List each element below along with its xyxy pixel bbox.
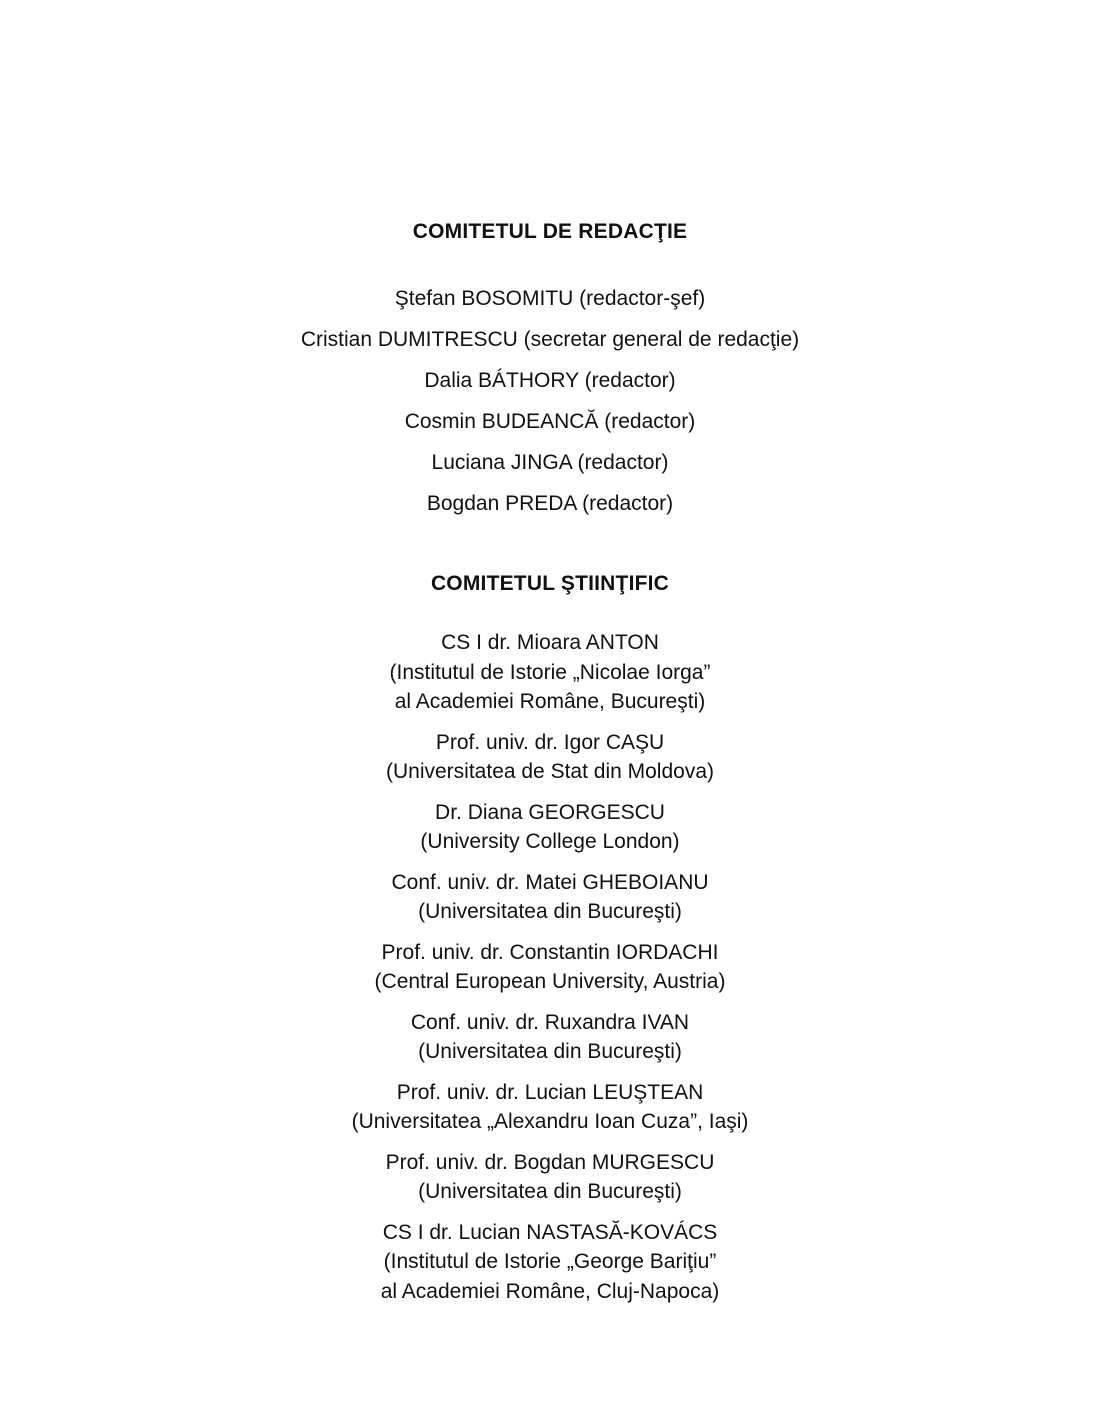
scientific-member <box>0 798 1100 857</box>
member-affiliation: (Universitatea din Bucureşti) <box>418 900 682 923</box>
member-name: CS I dr. Lucian NASTASĂ-KOVÁCS <box>382 1220 718 1244</box>
member-affiliation: (Universitatea din Bucureşti) <box>418 1180 682 1203</box>
editorial-member: Luciana JINGA (redactor) <box>431 451 669 474</box>
member-name: Prof. univ. dr. Lucian LEUŞTEAN <box>396 1080 704 1104</box>
member-affiliation: (University College London) <box>420 830 680 853</box>
member-name: CS I dr. Mioara ANTON <box>441 631 659 654</box>
member-name: Prof. univ. dr. Bogdan MURGESCU <box>385 1150 715 1174</box>
editorial-member: Cosmin BUDEANCĂ (redactor) <box>404 410 696 433</box>
member-affiliation: (Universitatea de Stat din Moldova) <box>386 760 714 783</box>
member-affiliation: (Central European University, Austria) <box>374 970 726 993</box>
scientific-committee-title: COMITETUL ŞTIINŢIFIC <box>430 572 670 595</box>
member-name: Prof. univ. dr. Igor CAŞU <box>435 730 665 754</box>
member-affiliation: al Academiei Române, Cluj-Napoca) <box>380 1279 720 1303</box>
scientific-member <box>0 728 1100 787</box>
member-affiliation: (Universitatea „Alexandru Ioan Cuza”, Iaşi) <box>351 1110 749 1133</box>
member-name: Dr. Diana GEORGESCU <box>435 800 665 824</box>
scientific-member <box>0 1078 1100 1137</box>
scientific-member <box>0 628 1100 717</box>
scientific-member <box>0 1008 1100 1067</box>
editorial-member: Bogdan PREDA (redactor) <box>426 492 674 515</box>
scientific-committee-list <box>0 628 1100 1317</box>
member-affiliation: (Institutul de Istorie „George Bariţiu” <box>383 1250 717 1273</box>
member-affiliation: al Academiei Române, Bucureşti) <box>394 690 706 713</box>
scientific-member <box>0 938 1100 997</box>
scientific-member <box>0 868 1100 927</box>
editorial-member: Cristian DUMITRESCU (secretar general de redacţie) <box>300 328 800 351</box>
member-affiliation: (Universitatea din Bucureşti) <box>418 1040 682 1063</box>
member-name: Conf. univ. dr. Ruxandra IVAN <box>410 1010 690 1034</box>
editorial-committee-title: COMITETUL DE REDACŢIE <box>412 220 688 243</box>
scientific-member <box>0 1148 1100 1207</box>
scientific-member <box>0 1218 1100 1307</box>
member-name: Conf. univ. dr. Matei GHEBOIANU <box>391 870 709 894</box>
editorial-member: Dalia BÁTHORY (redactor) <box>424 369 676 392</box>
member-affiliation: (Institutul de Istorie „Nicolae Iorga” <box>389 660 711 684</box>
member-name: Prof. univ. dr. Constantin IORDACHI <box>381 940 719 964</box>
editorial-member: Ştefan BOSOMITU (redactor-şef) <box>394 287 706 310</box>
editorial-committee-list <box>0 278 1100 524</box>
